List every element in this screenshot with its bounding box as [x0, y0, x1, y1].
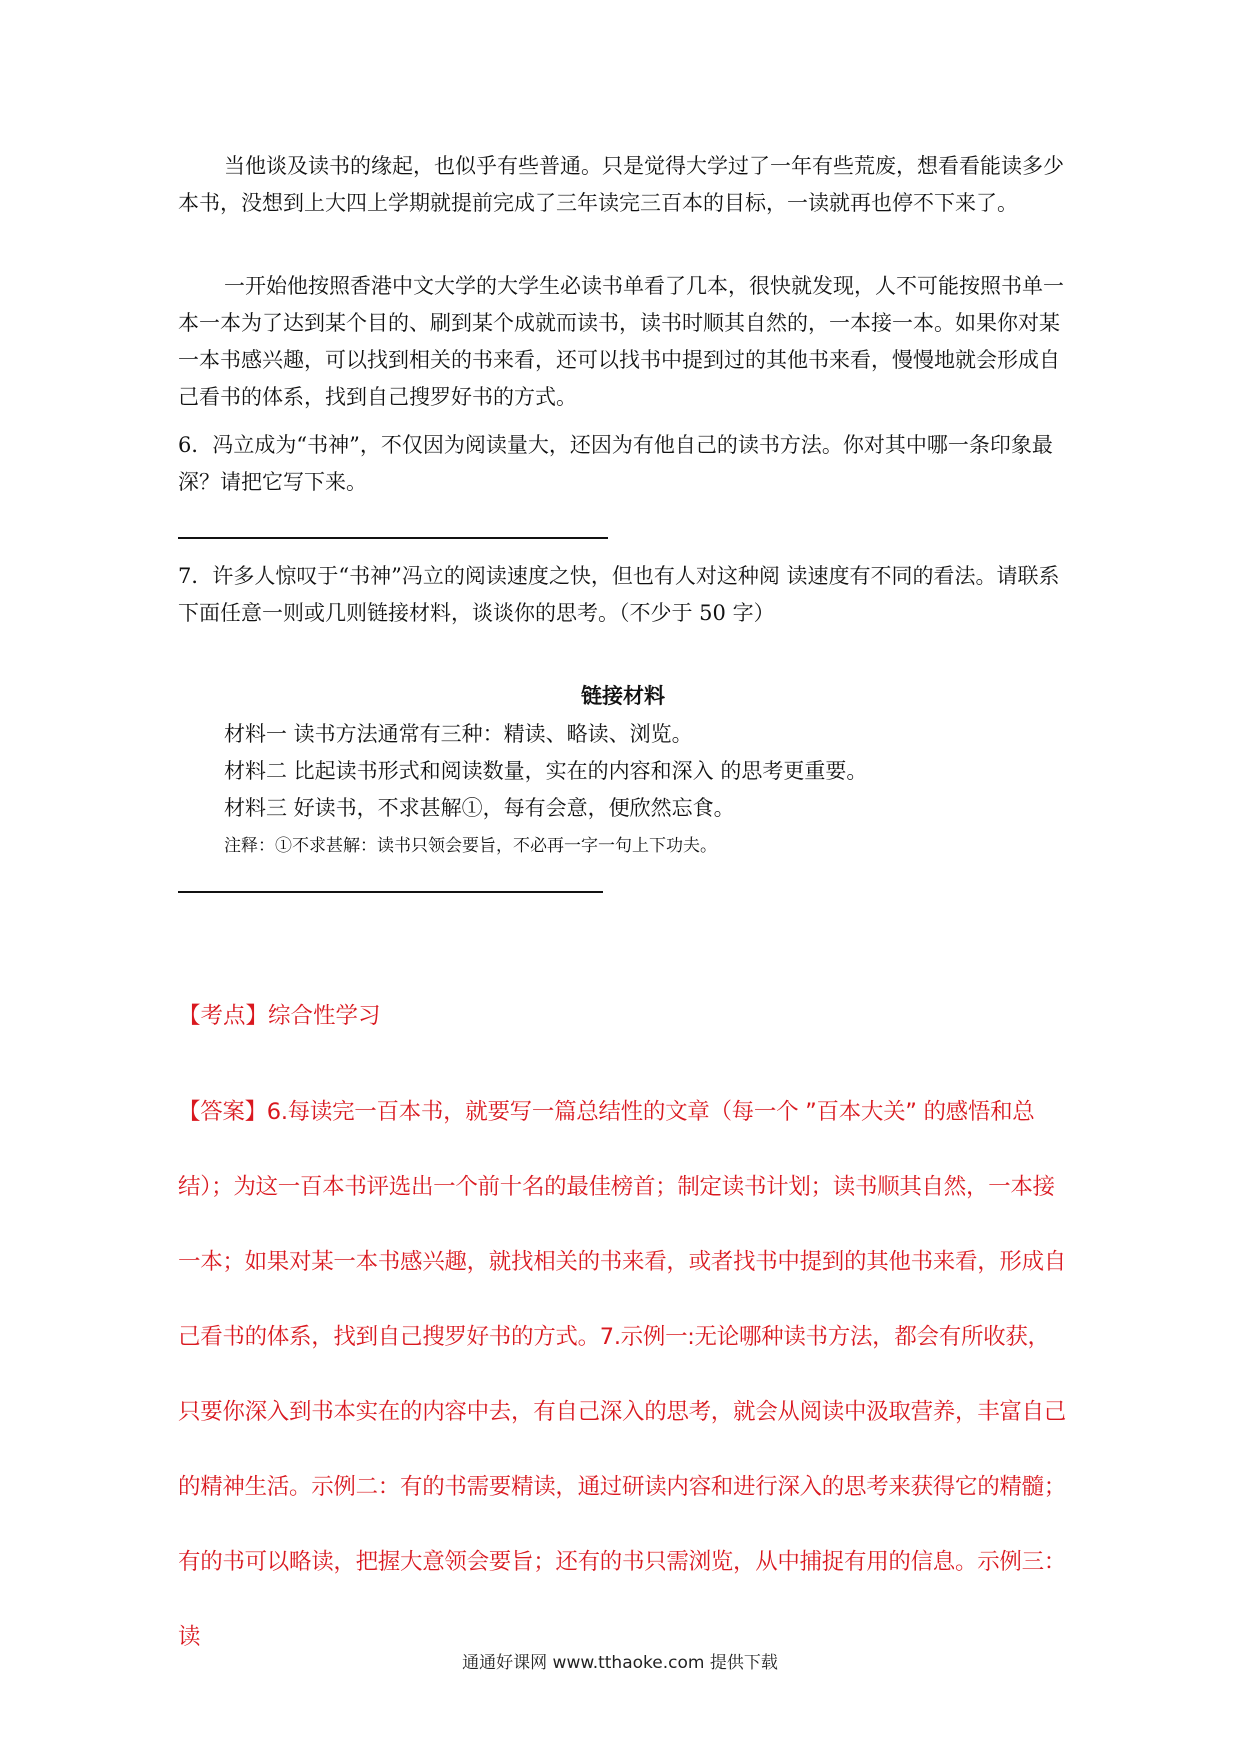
kaodian-label: 【考点】综合性学习: [178, 1003, 381, 1029]
passage-paragraph-1: 当他谈及读书的缘起，也似乎有些普通。只是觉得大学过了一年有些荒废，想看看能读多少本书，没想到上大四上学期就提前完成了三年读完三百本的目标，一读就再也停不下来了。: [178, 154, 1064, 215]
passage-paragraph-2: 一开始他按照香港中文大学的大学生必读书单看了几本，很快就发现，人不可能按照书单一本一本为了达到某个目的、刷到某个成就而读书，读书时顺其自然的，一本接一本。如果你对某一本书感兴趣，可以找到相关的书来看，还可以找书中提到过的其他书来看，慢慢地就会形成自己看书的体系，找到自己搜罗好书的方式。: [178, 274, 1064, 409]
answer-text: 【答案】6.每读完一百本书，就要写一篇总结性的文章（每一个 ”百本大关” 的感悟和总结）；为这一百本书评选出一个前十名的最佳榜首；制定读书计划；读书顺其自然，一本接一本；如果对某一本书感兴趣，就找相关的书来看，或者找书中提到的其他书来看，形成自己看书的体系，找到自己搜罗好书的方式。7.示例一:无论哪种读书方法，都会有所收获，只要你深入到书本实在的内容中去，有自己深入的思考，就会从阅读中汲取营养，丰富自己的精神生活。示例二：有的书需要精读，通过研读内容和进行深入的思考来获得它的精髓；有的书可以略读，把握大意领会要旨；还有的书只需浏览，从中捕捉有用的信息。示例三：读: [178, 1098, 1067, 1650]
material-note: 注释：①不求甚解：读书只领会要旨，不必再一字一句上下功夫。: [224, 836, 717, 856]
footer-text: 通通好课网 www.tthaoke.com 提供下载: [462, 1653, 778, 1673]
answer-line-6: [178, 537, 608, 539]
materials-title: 链接材料: [581, 683, 665, 708]
question-7: 7．许多人惊叹于“书神”冯立的阅读速度之快，但也有人对这种阅 读速度有不同的看法。请联系下面任意一则或几则链接材料，谈谈你的思考。（不少于 50 字）: [178, 564, 1060, 625]
material-3: 材料三 好读书，不求甚解①，每有会意，便欣然忘食。: [224, 796, 735, 820]
material-2: 材料二 比起读书形式和阅读数量，实在的内容和深入 的思考更重要。: [224, 759, 868, 783]
material-1: 材料一 读书方法通常有三种：精读、略读、浏览。: [224, 722, 693, 746]
question-6: 6．冯立成为“书神”，不仅因为阅读量大，还因为有他自己的读书方法。你对其中哪一条印象最深？请把它写下来。: [178, 433, 1053, 494]
answer-line-7: [178, 891, 603, 893]
